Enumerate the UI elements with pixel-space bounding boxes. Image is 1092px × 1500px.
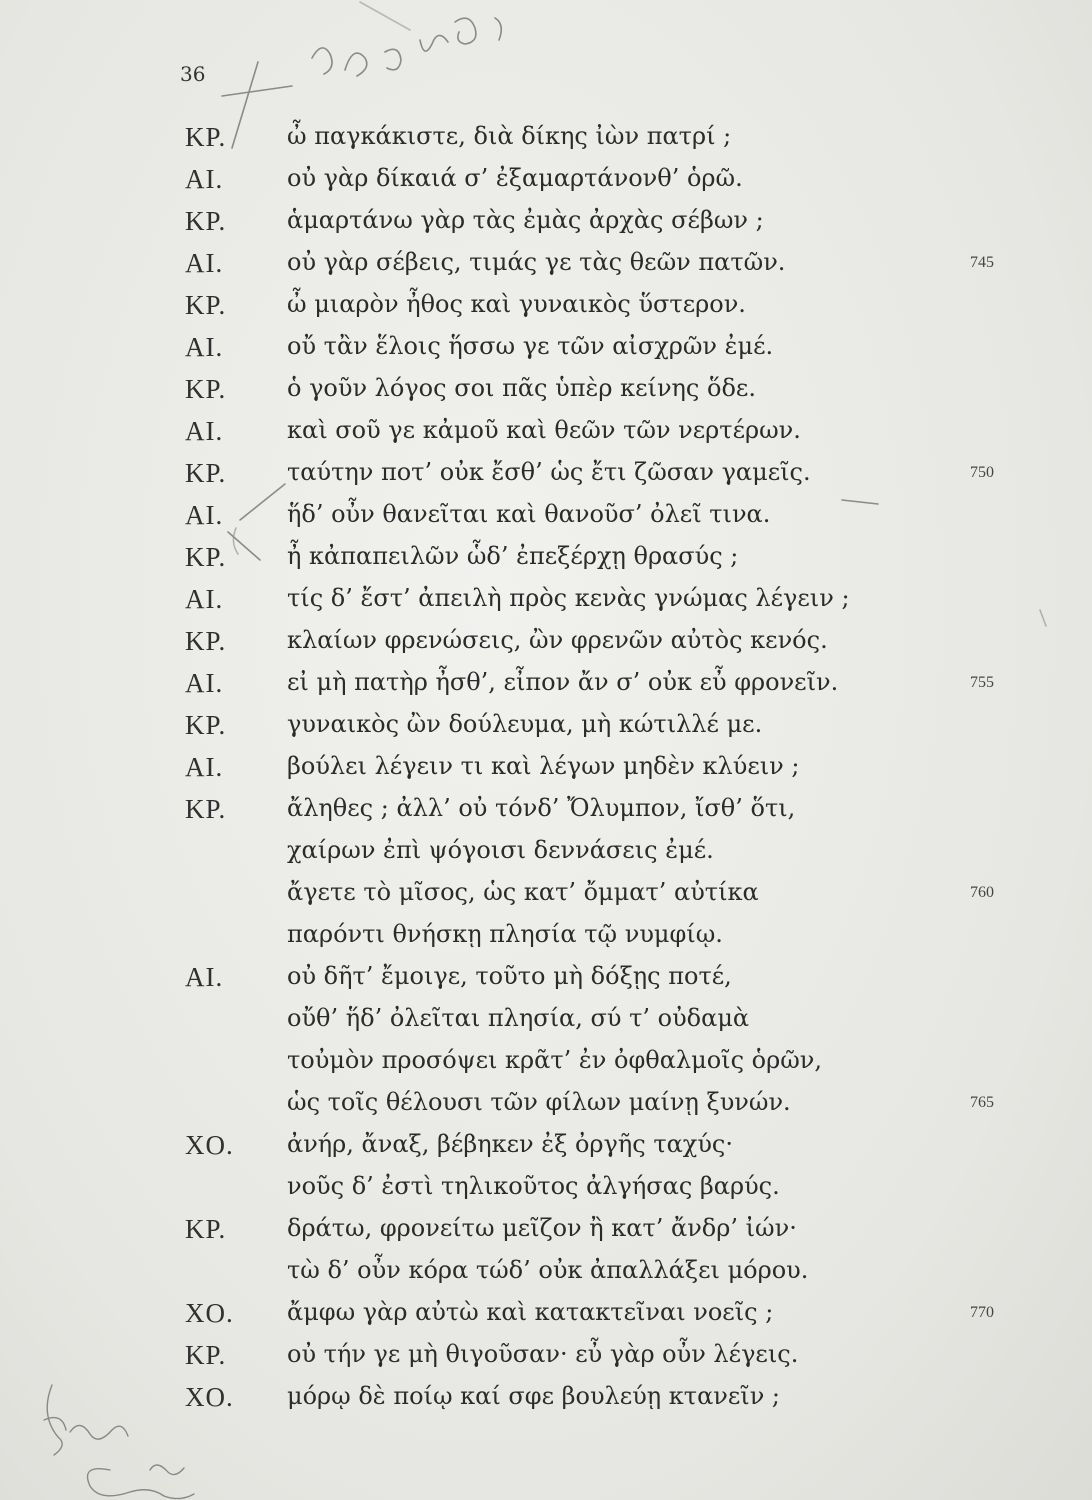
verse-text: χαίρων ἐπὶ ψόγοισι δεννάσεις ἐμέ.: [287, 836, 714, 864]
verse-text: ἄγετε τὸ μῖσος, ὡς κατ’ ὄμματ’ αὐτίκα: [287, 878, 759, 906]
pencil-diagonal-stroke: [360, 2, 410, 30]
verse-line: [0, 920, 1092, 960]
page-number: 36: [180, 62, 206, 86]
verse-text: γυναικὸς ὢν δούλευμα, μὴ κώτιλλέ με.: [287, 710, 763, 738]
verse-text: οὔθ’ ἥδ’ ὀλεῖται πλησία, σύ τ’ οὐδαμὰ: [287, 1004, 750, 1032]
verse-line: [0, 1256, 1092, 1296]
verse-line: [0, 1214, 1092, 1254]
verse-text: ἦ κἀπαπειλῶν ὧδ’ ἐπεξέρχῃ θρασύς ;: [287, 542, 739, 570]
verse-line: [0, 206, 1092, 246]
verse-text: ἥδ’ οὖν θανεῖται καὶ θανοῦσ’ ὀλεῖ τινα.: [287, 500, 771, 528]
speaker-label: ΑΙ.: [185, 584, 224, 614]
speaker-label: ΚΡ.: [185, 1340, 227, 1370]
speaker-label: ΚΡ.: [185, 458, 227, 488]
line-number: 745: [970, 254, 994, 271]
verse-line: [0, 1046, 1092, 1086]
verse-text: ὡς τοῖς θέλουσι τῶν φίλων μαίνῃ ξυνών.: [287, 1088, 791, 1116]
verse-text: μόρῳ δὲ ποίῳ καί σφε βουλεύῃ κτανεῖν ;: [287, 1382, 781, 1410]
verse-line: [0, 1130, 1092, 1170]
verse-line: [0, 668, 1092, 708]
speaker-label: ΑΙ.: [185, 962, 224, 992]
verse-line: [0, 248, 1092, 288]
speaker-label: ΚΡ.: [185, 794, 227, 824]
verse-text: οὐ τήν γε μὴ θιγοῦσαν· εὖ γὰρ οὖν λέγεις.: [287, 1340, 799, 1368]
verse-text: εἰ μὴ πατὴρ ἦσθ’, εἶπον ἄν σ’ οὐκ εὖ φρονεῖν.: [287, 668, 839, 696]
verse-line: [0, 164, 1092, 204]
speaker-label: ΚΡ.: [185, 374, 227, 404]
pencil-scribble-top: [312, 18, 501, 76]
speaker-label: ΧΟ.: [185, 1298, 234, 1328]
line-number: 765: [970, 1094, 994, 1111]
speaker-label: ΑΙ.: [185, 164, 224, 194]
verse-text: οὔ τἂν ἕλοις ἥσσω γε τῶν αἰσχρῶν ἐμέ.: [287, 332, 774, 360]
verse-text: τίς δ’ ἔστ’ ἀπειλὴ πρὸς κενὰς γνώμας λέγειν ;: [287, 584, 850, 612]
verse-line: [0, 962, 1092, 1002]
verse-line: [0, 290, 1092, 330]
line-number: 770: [970, 1304, 994, 1321]
verse-line: [0, 416, 1092, 456]
verse-line: [0, 878, 1092, 918]
speaker-label: ΑΙ.: [185, 416, 224, 446]
verse-line: [0, 374, 1092, 414]
speaker-label: ΚΡ.: [185, 290, 227, 320]
verse-text: οὐ δῆτ’ ἔμοιγε, τοῦτο μὴ δόξῃς ποτέ,: [287, 962, 732, 990]
line-number: 750: [970, 464, 994, 481]
speaker-label: ΚΡ.: [185, 1214, 227, 1244]
speaker-label: ΑΙ.: [185, 668, 224, 698]
verse-line: [0, 1340, 1092, 1380]
speaker-label: ΑΙ.: [185, 332, 224, 362]
line-number: 755: [970, 674, 994, 691]
line-number: 760: [970, 884, 994, 901]
verse-text: τοὐμὸν προσόψει κρᾶτ’ ἐν ὀφθαλμοῖς ὁρῶν,: [287, 1046, 822, 1074]
verse-text: βούλει λέγειν τι καὶ λέγων μηδὲν κλύειν ;: [287, 752, 800, 780]
verse-text: οὐ γὰρ δίκαιά σ’ ἐξαμαρτάνονθ’ ὁρῶ.: [287, 164, 743, 192]
speaker-label: ΚΡ.: [185, 122, 227, 152]
verse-text: ὦ μιαρὸν ἦθος καὶ γυναικὸς ὕστερον.: [287, 290, 746, 318]
verse-line: [0, 1298, 1092, 1338]
verse-text: ὦ παγκάκιστε, διὰ δίκης ἰὼν πατρί ;: [287, 122, 732, 150]
speaker-label: ΚΡ.: [185, 542, 227, 572]
verse-text: παρόντι θνήσκῃ πλησία τῷ νυμφίῳ.: [287, 920, 723, 948]
speaker-label: ΚΡ.: [185, 206, 227, 236]
verse-text: ἀνήρ, ἄναξ, βέβηκεν ἐξ ὀργῆς ταχύς·: [287, 1130, 734, 1158]
verse-text: ταύτην ποτ’ οὐκ ἔσθ’ ὡς ἔτι ζῶσαν γαμεῖς.: [287, 458, 811, 486]
speaker-label: ΑΙ.: [185, 248, 224, 278]
verse-line: [0, 500, 1092, 540]
verse-text: κλαίων φρενώσεις, ὢν φρενῶν αὐτὸς κενός.: [287, 626, 828, 654]
verse-line: [0, 794, 1092, 834]
verse-line: [0, 542, 1092, 582]
speaker-label: ΧΟ.: [185, 1130, 234, 1160]
speaker-label: ΑΙ.: [185, 500, 224, 530]
verse-line: [0, 836, 1092, 876]
speaker-label: ΚΡ.: [185, 626, 227, 656]
verse-line: [0, 332, 1092, 372]
verse-line: [0, 752, 1092, 792]
verse-line: [0, 710, 1092, 750]
verse-text: ἄληθες ; ἀλλ’ οὐ τόνδ’ Ὄλυμπον, ἴσθ’ ὅτι,: [287, 794, 796, 822]
verse-line: [0, 1088, 1092, 1128]
verse-text: δράτω, φρονείτω μεῖζον ἢ κατ’ ἄνδρ’ ἰών·: [287, 1214, 797, 1242]
verse-line: [0, 584, 1092, 624]
verse-line: [0, 1004, 1092, 1044]
speaker-label: ΧΟ.: [185, 1382, 234, 1412]
verse-text: ἁμαρτάνω γὰρ τὰς ἐμὰς ἀρχὰς σέβων ;: [287, 206, 764, 234]
verse-text: ἄμφω γὰρ αὐτὼ καὶ κατακτεῖναι νοεῖς ;: [287, 1298, 774, 1326]
verse-text: καὶ σοῦ γε κἀμοῦ καὶ θεῶν τῶν νερτέρων.: [287, 416, 801, 444]
verse-text: νοῦς δ’ ἐστὶ τηλικοῦτος ἀλγήσας βαρύς.: [287, 1172, 780, 1200]
verse-text: τὼ δ’ οὖν κόρα τώδ’ οὐκ ἀπαλλάξει μόρου.: [287, 1256, 809, 1284]
speaker-label: ΚΡ.: [185, 710, 227, 740]
verse-line: [0, 122, 1092, 162]
verse-text: οὐ γὰρ σέβεις, τιμάς γε τὰς θεῶν πατῶν.: [287, 248, 786, 276]
verse-line: [0, 1172, 1092, 1212]
verse-text: ὁ γοῦν λόγος σοι πᾶς ὑπὲρ κείνης ὅδε.: [287, 374, 756, 402]
speaker-label: ΑΙ.: [185, 752, 224, 782]
verse-line: [0, 458, 1092, 498]
verse-line: [0, 1382, 1092, 1422]
verse-line: [0, 626, 1092, 666]
